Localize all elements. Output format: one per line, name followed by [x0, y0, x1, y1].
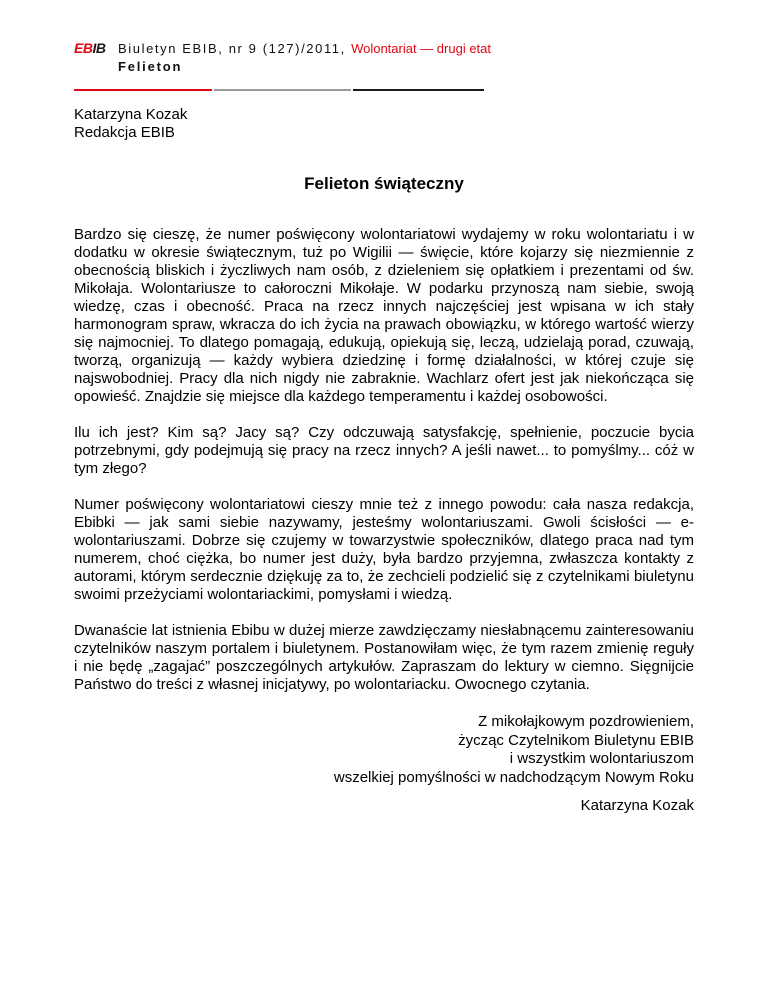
closing-line-3: i wszystkim wolontariuszom	[509, 750, 694, 767]
paragraph-3: Numer poświęcony wolontariatowi cieszy mnie też z innego powodu: cała nasza redakcja, Ebibki — jak sami siebie nazywamy, jesteśmy wolontariuszami. Gwoli ścisłości — e-wolontariuszami. Dobrze się czujemy w towarzystwie społeczników, dlatego praca nad tym numerem, choć ciężka, bo numer jest duży, była bardzo przyjemna, zwłaszcza kontakty z autorami, którym serdecznie dziękuję za to, że zechcieli podzielić się z czytelnikami biuletynu swoimi przeżyciami wolontariackimi, pomysłami i wiedzą.	[74, 496, 694, 603]
paragraph-2: Ilu ich jest? Kim są? Jacy są? Czy odczuwają satysfakcję, spełnienie, poczucie bycia potrzebnymi, gdy podejmują się pracy na rzecz innych? A jeśli nawet... to pomyślmy... cóż w tym złego?	[74, 424, 694, 477]
closing-line-2: życząc Czytelnikom Biuletynu EBIB	[458, 731, 694, 749]
closing-greeting	[334, 713, 694, 787]
author-name: Katarzyna Kozak	[74, 106, 188, 123]
header-rule-red	[74, 89, 212, 91]
signature: Katarzyna Kozak	[580, 797, 694, 814]
publication-line	[118, 41, 491, 57]
logo-part-eb: EB	[74, 40, 93, 56]
issue-theme: Wolontariat — drugi etat	[351, 41, 492, 56]
header-rule-black	[353, 89, 484, 91]
author-affiliation: Redakcja EBIB	[74, 124, 175, 141]
ebib-logo	[74, 40, 105, 56]
article-title: Felieton świąteczny	[304, 174, 464, 193]
logo-part-ib: IB	[92, 40, 106, 56]
closing-line-1: Z mikołajkowym pozdrowieniem,	[478, 713, 694, 730]
section-name: Felieton	[118, 59, 183, 74]
paragraph-1: Bardzo się cieszę, że numer poświęcony wolontariatowi wydajemy w roku wolontariatu i w dodatku w okresie świątecznym, tuż po Wigilii — święcie, które kojarzy się niezmiennie z obecnością bliskich i życzliwych nam osób, z dzieleniem się opłatkiem i prezentami od św. Mikołaja. Wolontariusze to całoroczni Mikołaje. W podarku przynoszą nam siebie, swoją wiedzę, czas i obecność. Praca na rzecz innych najczęściej jest wpisana w ich stały harmonogram spraw, wkracza do ich życia na prawach obowiązku, w którego wartość wierzy się najmocniej. To dlatego pomagają, edukują, opiekują się, leczą, udzielają porad, czuwają, tworzą, organizują — każdy wybiera dziedzinę i formę działalności, w której czuje się najswobodniej. Pracy dla nich nigdy nie zabraknie. Wachlarz ofert jest jak niekończąca się opowieść. Znajdzie się miejsce dla każdego temperamentu i każdej osobowości.	[74, 226, 694, 405]
header-rule-grey	[214, 89, 351, 91]
article-body	[74, 226, 694, 712]
paragraph-4: Dwanaście lat istnienia Ebibu w dużej mierze zawdzięczamy niesłabnącemu zainteresowaniu czytelników naszym portalem i biuletynem. Postanowiłam więc, że tym razem zmienię reguły i nie będę „zagajać” poszczególnych artykułów. Zapraszam do lektury w ciemno. Sięgnijcie Państwo do treści z własnej inicjatywy, po wolontariacku. Owocnego czytania.	[74, 622, 694, 693]
publication-name: Biuletyn EBIB, nr 9 (127)/2011,	[118, 41, 352, 56]
closing-line-4: wszelkiej pomyślności w nadchodzącym Nowym Roku	[333, 768, 694, 786]
author-block	[74, 106, 187, 142]
